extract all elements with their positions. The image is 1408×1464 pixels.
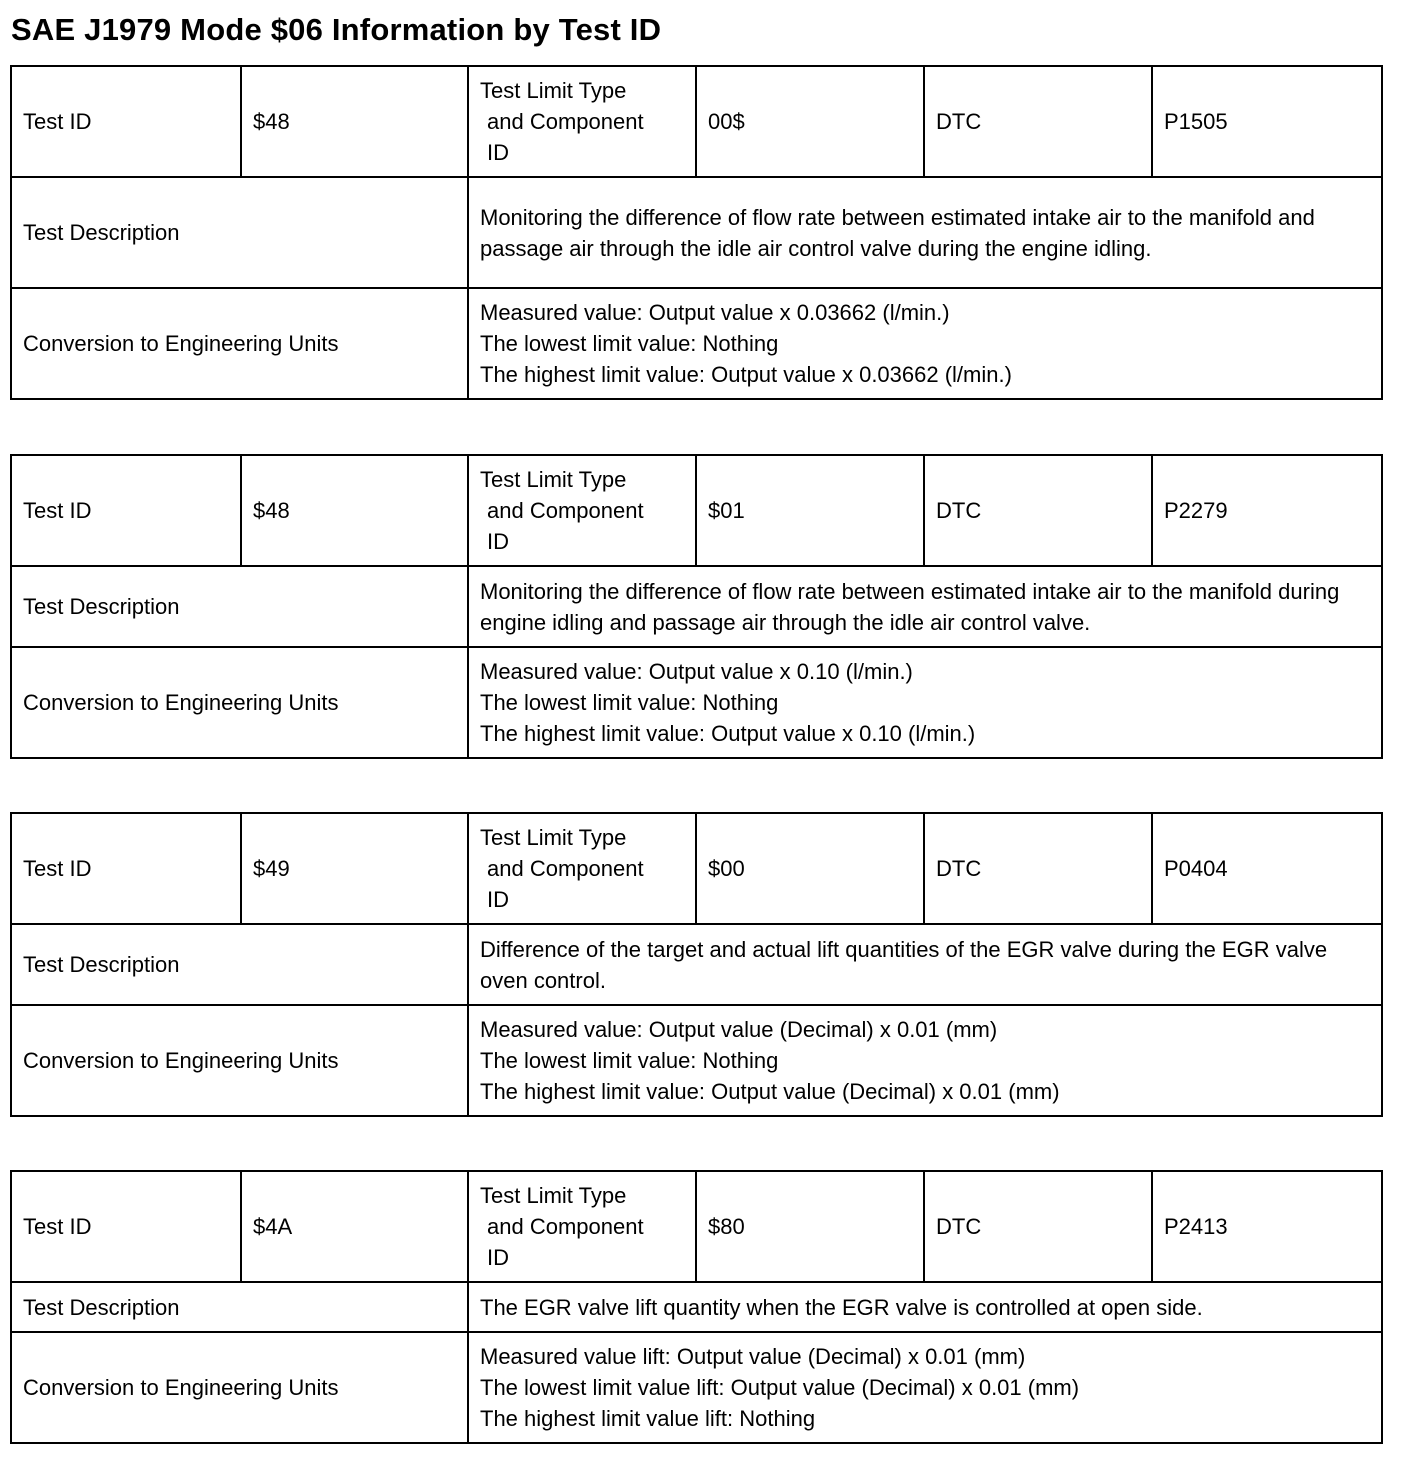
limit-type-line1: Test Limit Type	[480, 467, 627, 492]
test-id-label: Test ID	[11, 1171, 241, 1282]
test-description-label: Test Description	[11, 924, 468, 1005]
test-block	[10, 454, 1383, 759]
component-id-value: $80	[696, 1171, 924, 1282]
dtc-label: DTC	[924, 455, 1152, 566]
conversion-label: Conversion to Engineering Units	[11, 1005, 468, 1116]
limit-type-label	[468, 1171, 696, 1282]
conversion-label: Conversion to Engineering Units	[11, 647, 468, 758]
dtc-label: DTC	[924, 1171, 1152, 1282]
conversion-lowest: The lowest limit value: Nothing	[480, 690, 779, 715]
conversion-lowest: The lowest limit value lift: Output value (Decimal) x 0.01 (mm)	[480, 1375, 1080, 1400]
limit-type-line1: Test Limit Type	[480, 78, 627, 103]
conversion-highest: The highest limit value: Output value (Decimal) x 0.01 (mm)	[480, 1079, 1060, 1104]
conversion-label: Conversion to Engineering Units	[11, 288, 468, 399]
component-id-value: $00	[696, 813, 924, 924]
conversion-lowest: The lowest limit value: Nothing	[480, 331, 779, 356]
limit-type-line1: Test Limit Type	[480, 1183, 627, 1208]
conversion-value	[468, 1332, 1382, 1443]
conversion-measured: Measured value: Output value (Decimal) x 0.01 (mm)	[480, 1017, 998, 1042]
limit-type-line2: and Component	[487, 1214, 644, 1239]
conversion-highest: The highest limit value lift: Nothing	[480, 1406, 816, 1431]
component-id-value: 00$	[696, 66, 924, 177]
conversion-label: Conversion to Engineering Units	[11, 1332, 468, 1443]
test-description-value: Monitoring the difference of flow rate between estimated intake air to the manifold during engine idling and passage air through the idle air control valve.	[468, 566, 1382, 647]
conversion-measured: Measured value: Output value x 0.03662 (l/min.)	[480, 300, 950, 325]
limit-type-line3: ID	[487, 529, 509, 554]
limit-type-label	[468, 455, 696, 566]
conversion-measured: Measured value: Output value x 0.10 (l/min.)	[480, 659, 913, 684]
test-description-label: Test Description	[11, 1282, 468, 1332]
conversion-value	[468, 288, 1382, 399]
limit-type-line2: and Component	[487, 856, 644, 881]
conversion-measured: Measured value lift: Output value (Decimal) x 0.01 (mm)	[480, 1344, 1026, 1369]
conversion-value	[468, 1005, 1382, 1116]
limit-type-line1: Test Limit Type	[480, 825, 627, 850]
dtc-value: P2413	[1152, 1171, 1382, 1282]
test-description-label: Test Description	[11, 566, 468, 647]
test-description-value: Difference of the target and actual lift quantities of the EGR valve during the EGR valve oven control.	[468, 924, 1382, 1005]
test-id-label: Test ID	[11, 66, 241, 177]
dtc-label: DTC	[924, 66, 1152, 177]
conversion-highest: The highest limit value: Output value x 0.03662 (l/min.)	[480, 362, 1012, 387]
dtc-label: DTC	[924, 813, 1152, 924]
test-id-value: $48	[241, 66, 468, 177]
test-id-label: Test ID	[11, 455, 241, 566]
test-id-value: $4A	[241, 1171, 468, 1282]
limit-type-line2: and Component	[487, 109, 644, 134]
component-id-value: $01	[696, 455, 924, 566]
limit-type-line3: ID	[487, 1245, 509, 1270]
test-id-value: $48	[241, 455, 468, 566]
limit-type-line2: and Component	[487, 498, 644, 523]
test-description-value: The EGR valve lift quantity when the EGR valve is controlled at open side.	[468, 1282, 1382, 1332]
dtc-value: P0404	[1152, 813, 1382, 924]
dtc-value: P2279	[1152, 455, 1382, 566]
test-block	[10, 1170, 1383, 1444]
page-title: SAE J1979 Mode $06 Information by Test ID	[11, 12, 662, 47]
limit-type-label	[468, 66, 696, 177]
test-description-label: Test Description	[11, 177, 468, 288]
limit-type-line3: ID	[487, 140, 509, 165]
limit-type-label	[468, 813, 696, 924]
limit-type-line3: ID	[487, 887, 509, 912]
test-id-label: Test ID	[11, 813, 241, 924]
test-block	[10, 65, 1383, 400]
conversion-value	[468, 647, 1382, 758]
test-block	[10, 812, 1383, 1117]
dtc-value: P1505	[1152, 66, 1382, 177]
test-description-value: Monitoring the difference of flow rate between estimated intake air to the manifold and passage air through the idle air control valve during the engine idling.	[468, 177, 1382, 288]
test-id-value: $49	[241, 813, 468, 924]
conversion-highest: The highest limit value: Output value x 0.10 (l/min.)	[480, 721, 976, 746]
conversion-lowest: The lowest limit value: Nothing	[480, 1048, 779, 1073]
